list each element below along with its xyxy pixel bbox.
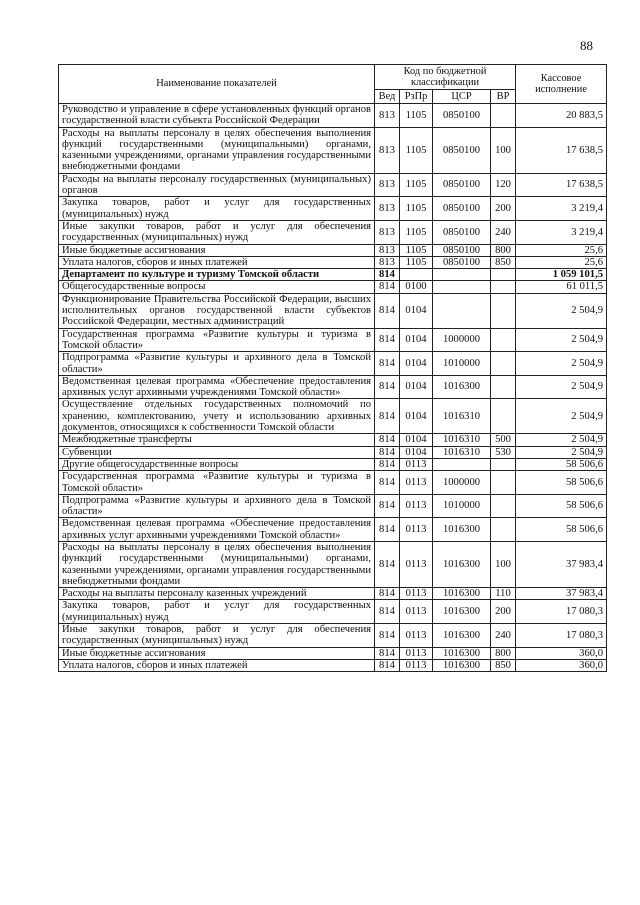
cell-csr: 0850100 <box>433 104 491 128</box>
cell-amount: 17 638,5 <box>516 127 607 173</box>
cell-vr <box>491 494 516 518</box>
cell-csr: 0850100 <box>433 197 491 221</box>
budget-table <box>58 64 607 672</box>
header-row <box>59 65 607 90</box>
cell-csr: 1010000 <box>433 352 491 376</box>
cell-name: Подпрограмма «Развитие культуры и архивного дела в Томской области» <box>59 494 375 518</box>
cell-amount: 58 506,6 <box>516 471 607 495</box>
cell-ved: 814 <box>375 352 400 376</box>
cell-amount: 58 506,6 <box>516 494 607 518</box>
table-row <box>59 256 607 268</box>
cell-vr <box>491 104 516 128</box>
cell-rzpr: 0104 <box>400 293 433 328</box>
cell-rzpr: 0100 <box>400 281 433 293</box>
cell-ved: 814 <box>375 624 400 648</box>
cell-ved: 814 <box>375 375 400 399</box>
header-name: Наименование показателей <box>59 65 375 104</box>
cell-name: Иные бюджетные ассигнования <box>59 647 375 659</box>
header-ved: Вед <box>375 90 400 104</box>
cell-csr <box>433 281 491 293</box>
cell-name: Ведомственная целевая программа «Обеспечение предоставления архивных услуг архивными учреждениями Томской области» <box>59 518 375 542</box>
cell-rzpr: 0113 <box>400 659 433 671</box>
header-csr: ЦСР <box>433 90 491 104</box>
cell-name: Осуществление отдельных государственных полномочий по хранению, комплектованию, учету и использованию архивных документов, относящихся к собственности Томской области <box>59 399 375 434</box>
cell-name: Уплата налогов, сборов и иных платежей <box>59 256 375 268</box>
cell-vr <box>491 352 516 376</box>
cell-ved: 813 <box>375 220 400 244</box>
cell-csr: 1016300 <box>433 647 491 659</box>
cell-rzpr: 0104 <box>400 352 433 376</box>
header-vr: ВР <box>491 90 516 104</box>
table-row <box>59 458 607 470</box>
cell-name: Расходы на выплаты персоналу государственных (муниципальных) органов <box>59 173 375 197</box>
cell-csr: 1000000 <box>433 471 491 495</box>
cell-ved: 814 <box>375 434 400 446</box>
cell-amount: 2 504,9 <box>516 434 607 446</box>
cell-ved: 814 <box>375 328 400 352</box>
cell-csr: 1016300 <box>433 375 491 399</box>
cell-vr: 120 <box>491 173 516 197</box>
cell-rzpr: 0113 <box>400 647 433 659</box>
cell-name: Иные бюджетные ассигнования <box>59 244 375 256</box>
table-row <box>59 647 607 659</box>
cell-csr: 1016300 <box>433 624 491 648</box>
cell-csr: 1016300 <box>433 600 491 624</box>
cell-rzpr: 0113 <box>400 600 433 624</box>
cell-vr <box>491 328 516 352</box>
table-row <box>59 127 607 173</box>
cell-amount: 2 504,9 <box>516 352 607 376</box>
cell-name: Ведомственная целевая программа «Обеспечение предоставления архивных услуг архивными учреждениями Томской области» <box>59 375 375 399</box>
cell-ved: 814 <box>375 293 400 328</box>
cell-amount: 20 883,5 <box>516 104 607 128</box>
cell-rzpr: 1105 <box>400 173 433 197</box>
cell-ved: 813 <box>375 127 400 173</box>
cell-rzpr: 0113 <box>400 458 433 470</box>
cell-name: Другие общегосударственные вопросы <box>59 458 375 470</box>
cell-name: Функционирование Правительства Российской Федерации, высших исполнительных органов государственной власти субъектов Российской Федерации, местных администраций <box>59 293 375 328</box>
cell-vr: 240 <box>491 220 516 244</box>
cell-vr: 800 <box>491 647 516 659</box>
table-row <box>59 328 607 352</box>
table-row <box>59 269 607 281</box>
cell-rzpr: 0104 <box>400 328 433 352</box>
cell-ved: 814 <box>375 494 400 518</box>
cell-rzpr: 1105 <box>400 104 433 128</box>
table-row <box>59 197 607 221</box>
cell-amount: 3 219,4 <box>516 220 607 244</box>
table-row <box>59 446 607 458</box>
cell-amount: 2 504,9 <box>516 399 607 434</box>
cell-ved: 814 <box>375 281 400 293</box>
cell-name: Уплата налогов, сборов и иных платежей <box>59 659 375 671</box>
table-row <box>59 434 607 446</box>
table-row <box>59 399 607 434</box>
cell-name: Расходы на выплаты персоналу в целях обеспечения выполнения функций государственными (муниципальными) органами, казенными учреждениями, органами управления государственными внебюджетными фондами <box>59 541 375 587</box>
cell-rzpr: 0104 <box>400 399 433 434</box>
table-row <box>59 659 607 671</box>
cell-ved: 813 <box>375 104 400 128</box>
cell-name: Закупка товаров, работ и услуг для государственных (муниципальных) нужд <box>59 197 375 221</box>
cell-rzpr: 1105 <box>400 197 433 221</box>
cell-amount: 3 219,4 <box>516 197 607 221</box>
cell-ved: 814 <box>375 647 400 659</box>
cell-rzpr: 0113 <box>400 624 433 648</box>
cell-ved: 814 <box>375 446 400 458</box>
cell-ved: 813 <box>375 173 400 197</box>
cell-name: Руководство и управление в сфере установленных функций органов государственной власти субъекта Российской Федерации <box>59 104 375 128</box>
cell-amount: 360,0 <box>516 659 607 671</box>
table-row <box>59 471 607 495</box>
table-body <box>59 104 607 672</box>
cell-ved: 813 <box>375 256 400 268</box>
cell-vr <box>491 458 516 470</box>
table-row <box>59 588 607 600</box>
cell-csr: 0850100 <box>433 220 491 244</box>
cell-name: Иные закупки товаров, работ и услуг для обеспечения государственных (муниципальных) нужд <box>59 624 375 648</box>
cell-ved: 814 <box>375 269 400 281</box>
cell-rzpr: 1105 <box>400 244 433 256</box>
cell-amount: 25,6 <box>516 244 607 256</box>
cell-amount: 37 983,4 <box>516 541 607 587</box>
cell-csr: 1016300 <box>433 659 491 671</box>
cell-rzpr: 1105 <box>400 256 433 268</box>
table-row <box>59 173 607 197</box>
cell-rzpr: 0113 <box>400 518 433 542</box>
table-row <box>59 244 607 256</box>
cell-amount: 360,0 <box>516 647 607 659</box>
table-row <box>59 104 607 128</box>
cell-amount: 37 983,4 <box>516 588 607 600</box>
cell-amount: 17 080,3 <box>516 600 607 624</box>
cell-amount: 61 011,5 <box>516 281 607 293</box>
cell-name: Расходы на выплаты персоналу в целях обеспечения выполнения функций государственными (муниципальными) органами, казенными учреждениями, органами управления государственными внебюджетными фондами <box>59 127 375 173</box>
cell-csr: 1016310 <box>433 446 491 458</box>
cell-vr: 500 <box>491 434 516 446</box>
cell-rzpr: 0113 <box>400 494 433 518</box>
cell-ved: 814 <box>375 588 400 600</box>
cell-rzpr: 1105 <box>400 220 433 244</box>
cell-name: Закупка товаров, работ и услуг для государственных (муниципальных) нужд <box>59 600 375 624</box>
table-row <box>59 624 607 648</box>
cell-csr: 1016310 <box>433 434 491 446</box>
cell-rzpr: 0113 <box>400 588 433 600</box>
cell-name: Государственная программа «Развитие культуры и туризма в Томской области» <box>59 328 375 352</box>
table-row <box>59 518 607 542</box>
cell-csr: 1010000 <box>433 494 491 518</box>
cell-rzpr: 0104 <box>400 446 433 458</box>
cell-amount: 2 504,9 <box>516 293 607 328</box>
cell-rzpr: 0104 <box>400 375 433 399</box>
table-row <box>59 281 607 293</box>
header-rzpr: РзПр <box>400 90 433 104</box>
cell-vr: 800 <box>491 244 516 256</box>
cell-csr: 0850100 <box>433 244 491 256</box>
cell-ved: 813 <box>375 197 400 221</box>
cell-vr <box>491 471 516 495</box>
cell-csr: 1000000 <box>433 328 491 352</box>
table-row <box>59 293 607 328</box>
cell-csr: 1016300 <box>433 518 491 542</box>
cell-amount: 25,6 <box>516 256 607 268</box>
cell-vr <box>491 518 516 542</box>
table-row <box>59 220 607 244</box>
cell-rzpr: 0113 <box>400 541 433 587</box>
cell-rzpr: 0113 <box>400 471 433 495</box>
table-row <box>59 600 607 624</box>
cell-name: Департамент по культуре и туризму Томской области <box>59 269 375 281</box>
cell-rzpr <box>400 269 433 281</box>
header-code-group: Код по бюджетной классификации <box>375 65 516 90</box>
cell-ved: 814 <box>375 471 400 495</box>
cell-name: Подпрограмма «Развитие культуры и архивного дела в Томской области» <box>59 352 375 376</box>
cell-csr: 1016300 <box>433 541 491 587</box>
cell-vr: 200 <box>491 600 516 624</box>
cell-vr: 100 <box>491 541 516 587</box>
cell-csr: 0850100 <box>433 173 491 197</box>
cell-ved: 814 <box>375 600 400 624</box>
cell-vr: 110 <box>491 588 516 600</box>
table-row <box>59 352 607 376</box>
cell-name: Иные закупки товаров, работ и услуг для обеспечения государственных (муниципальных) нужд <box>59 220 375 244</box>
cell-amount: 2 504,9 <box>516 446 607 458</box>
table-row <box>59 494 607 518</box>
cell-name: Расходы на выплаты персоналу казенных учреждений <box>59 588 375 600</box>
cell-vr <box>491 293 516 328</box>
cell-ved: 814 <box>375 518 400 542</box>
cell-ved: 814 <box>375 458 400 470</box>
cell-vr <box>491 375 516 399</box>
cell-rzpr: 1105 <box>400 127 433 173</box>
cell-amount: 2 504,9 <box>516 328 607 352</box>
cell-vr: 530 <box>491 446 516 458</box>
cell-ved: 814 <box>375 541 400 587</box>
cell-csr <box>433 458 491 470</box>
cell-csr: 0850100 <box>433 127 491 173</box>
cell-csr: 1016310 <box>433 399 491 434</box>
cell-csr <box>433 293 491 328</box>
cell-ved: 814 <box>375 659 400 671</box>
page-number: 88 <box>580 38 593 53</box>
cell-vr <box>491 269 516 281</box>
cell-amount: 58 506,6 <box>516 518 607 542</box>
table-row <box>59 541 607 587</box>
cell-csr <box>433 269 491 281</box>
cell-vr <box>491 281 516 293</box>
cell-ved: 813 <box>375 244 400 256</box>
cell-amount: 17 080,3 <box>516 624 607 648</box>
cell-vr: 850 <box>491 659 516 671</box>
cell-name: Государственная программа «Развитие культуры и туризма в Томской области» <box>59 471 375 495</box>
header-amount: Кассовое исполнение <box>516 65 607 104</box>
cell-vr: 200 <box>491 197 516 221</box>
cell-rzpr: 0104 <box>400 434 433 446</box>
cell-vr: 850 <box>491 256 516 268</box>
table-row <box>59 375 607 399</box>
cell-vr: 240 <box>491 624 516 648</box>
cell-name: Общегосударственные вопросы <box>59 281 375 293</box>
cell-csr: 0850100 <box>433 256 491 268</box>
cell-ved: 814 <box>375 399 400 434</box>
cell-amount: 2 504,9 <box>516 375 607 399</box>
cell-amount: 58 506,6 <box>516 458 607 470</box>
cell-name: Межбюджетные трансферты <box>59 434 375 446</box>
cell-vr: 100 <box>491 127 516 173</box>
cell-name: Субвенции <box>59 446 375 458</box>
cell-amount: 1 059 101,5 <box>516 269 607 281</box>
cell-amount: 17 638,5 <box>516 173 607 197</box>
cell-vr <box>491 399 516 434</box>
cell-csr: 1016300 <box>433 588 491 600</box>
